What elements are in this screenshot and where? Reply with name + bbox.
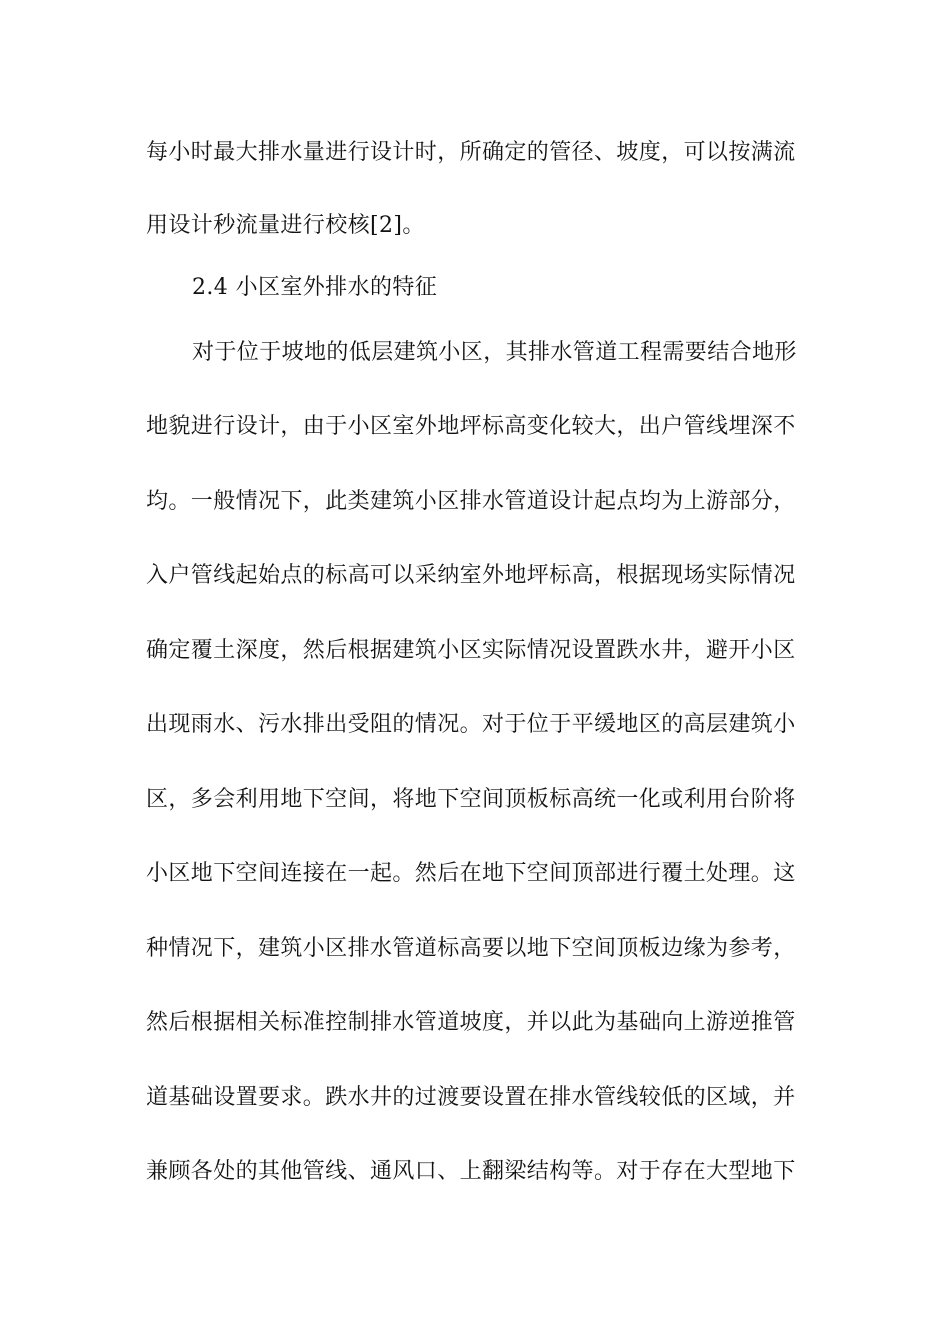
text-line: 然后根据相关标准控制排水管道坡度，并以此为基础向上游逆推管 (146, 1010, 796, 1035)
text-line: 小区地下空间连接在一起。然后在地下空间顶部进行覆土处理。这 (146, 861, 796, 886)
text-line: 区，多会利用地下空间，将地下空间顶板标高统一化或利用台阶将 (146, 787, 796, 812)
text-line: 道基础设置要求。跌水井的过渡要设置在排水管线较低的区域，并 (146, 1085, 796, 1110)
text-line: 入户管线起始点的标高可以采纳室外地坪标高，根据现场实际情况 (146, 563, 796, 588)
text-line: 地貌进行设计，由于小区室外地坪标高变化较大，出户管线埋深不 (146, 414, 796, 439)
text-line: 出现雨水、污水排出受阻的情况。对于位于平缓地区的高层建筑小 (146, 712, 796, 737)
text-line: 兼顾各处的其他管线、通风口、上翻梁结构等。对于存在大型地下 (146, 1159, 796, 1184)
text-line: 对于位于坡地的低层建筑小区，其排水管道工程需要结合地形 (192, 340, 797, 365)
section-heading: 2.4 小区室外排水的特征 (192, 275, 438, 300)
text-line: 每小时最大排水量进行设计时，所确定的管径、坡度，可以按满流 (146, 140, 796, 165)
text-line: 确定覆土深度，然后根据建筑小区实际情况设置跌水井，避开小区 (146, 638, 796, 663)
text-line: 用设计秒流量进行校核[2]。 (146, 213, 425, 238)
text-line: 种情况下，建筑小区排水管道标高要以地下空间顶板边缘为参考， (146, 936, 796, 961)
text-line: 均。一般情况下，此类建筑小区排水管道设计起点均为上游部分， (146, 489, 796, 514)
